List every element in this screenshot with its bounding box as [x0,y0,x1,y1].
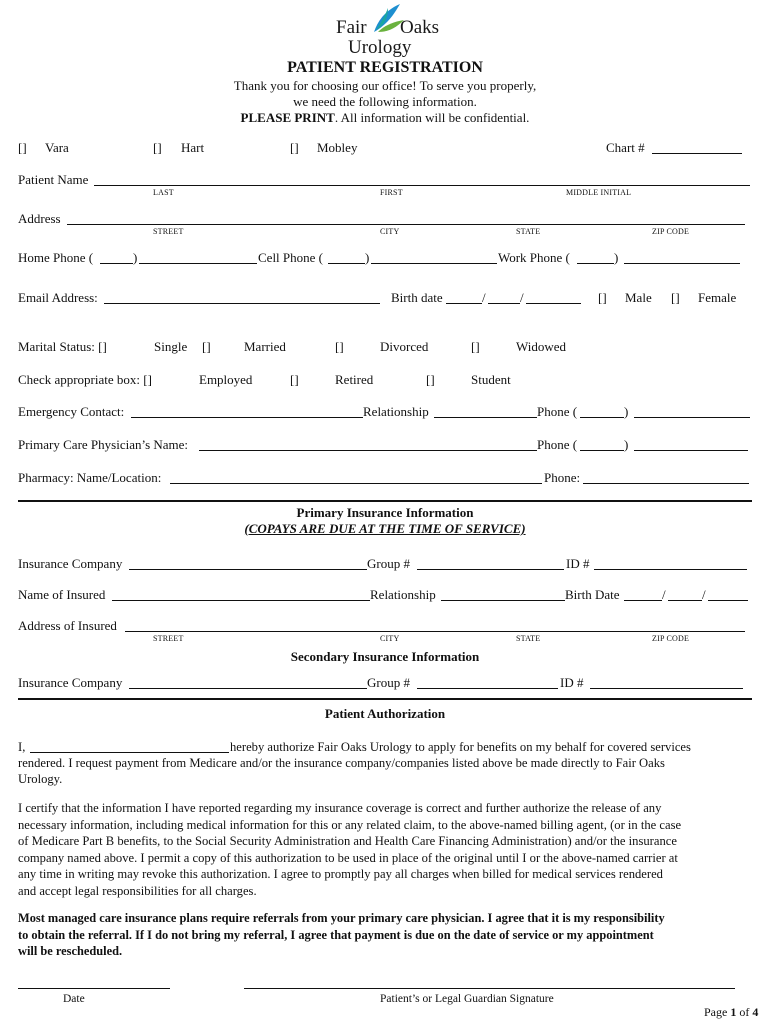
primary-id-field[interactable] [594,569,747,570]
provider-label-mobley: Mobley [317,140,358,155]
insured-address-sub-state: STATE [516,634,541,643]
logo [336,8,446,58]
authorization-p2-line: of Medicare Part B benefits, to the Social Security Administration and Health Care Financing Administration) and/or the insurance [18,834,677,848]
marital-status-label[interactable]: Marital Status: [] [18,339,107,354]
primary-id-label: ID # [566,556,590,571]
patient-name-label: Patient Name [18,172,89,187]
cell-phone-field[interactable] [371,263,497,264]
insured-birth-slash-2: / [702,587,706,602]
home-phone-close: ) [133,250,138,265]
page-number-current: 1 [730,1005,737,1019]
pharmacy-field[interactable] [170,483,542,484]
logo-word-fair: Fair [336,17,367,38]
patient-name-sub-last: LAST [153,188,174,197]
referral-notice [18,910,758,960]
chart-number-label: Chart # [606,140,645,155]
female-checkbox[interactable]: [] [671,290,680,305]
pharmacy-phone-label: Phone: [544,470,581,485]
section-divider-authorization [18,698,752,700]
intro-line-1: Thank you for choosing our office! To serve you properly, [233,78,537,93]
intro-line-3 [0,110,770,126]
authorization-p2-line: I certify that the information I have reported regarding my insurance coverage is correct and further authorize the release of any [18,801,662,815]
provider-checkbox-hart[interactable]: [] [153,140,162,155]
retired-label: Retired [335,372,374,387]
date-signature-line[interactable] [18,988,170,989]
authorization-p2-line: company named above. I permit a copy of this authorization to be used in place of the original until I or the above-named carrier at [18,850,678,865]
patient-name-sub-middle: MIDDLE INITIAL [566,188,632,197]
marital-divorced-checkbox[interactable]: [] [335,339,344,354]
authorization-p1-line2: rendered. I request payment from Medicare and/or the insurance company/companies listed above be made directly to Fair Oaks [18,756,665,770]
address-sub-city: CITY [380,227,400,236]
pharmacy-phone-field[interactable] [583,483,749,484]
pcp-label: Primary Care Physician’s Name: [18,437,189,452]
pcp-phone-area-field[interactable] [580,450,624,451]
home-phone-label: Home Phone ( [18,250,94,265]
female-label: Female [698,290,737,305]
cell-phone-label: Cell Phone ( [258,250,323,265]
pcp-phone-field[interactable] [634,450,748,451]
marital-single-label: Single [154,339,188,354]
work-phone-close: ) [614,250,619,265]
page-number-prefix: Page [704,1005,731,1019]
patient-name-sub-first: FIRST [380,188,403,197]
intro-line-2: we need the following information. [293,94,477,109]
insured-birth-day-field[interactable] [668,600,702,601]
birth-slash-2: / [520,290,524,305]
address-sub-state: STATE [516,227,541,236]
patient-signature-label: Patient’s or Legal Guardian Signature [380,993,554,1005]
patient-name-field[interactable] [94,185,750,186]
work-phone-area-field[interactable] [577,263,614,264]
intro-line-3-rest: . All information will be confidential. [334,110,530,125]
provider-checkbox-vara[interactable]: [] [18,140,27,155]
pcp-phone-label: Phone ( [537,437,578,452]
emergency-phone-close: ) [624,404,629,419]
secondary-insurance-title: Secondary Insurance Information [290,649,480,664]
marital-married-label: Married [244,339,286,354]
referral-notice-line: Most managed care insurance plans require referrals from your primary care physician. I agree that it is my responsibility [18,911,665,925]
authorization-paragraph-2 [18,800,758,899]
secondary-insurance-company-label: Insurance Company [18,675,123,690]
insured-birth-date-label: Birth Date [565,587,620,602]
authorization-p2-line: and accept legal responsibilities for all charges. [18,883,257,898]
marital-widowed-label: Widowed [516,339,567,354]
birth-day-field[interactable] [488,303,520,304]
address-field[interactable] [67,224,745,225]
email-field[interactable] [104,303,380,304]
emergency-phone-field[interactable] [634,417,750,418]
employment-label[interactable]: Check appropriate box: [] [18,372,152,387]
address-label: Address [18,211,61,226]
student-label: Student [471,372,511,387]
authorization-p1-rest: hereby authorize Fair Oaks Urology to apply for benefits on my behalf for covered services [230,740,691,754]
patient-signature-line[interactable] [244,988,735,989]
birth-date-label: Birth date [391,290,443,305]
provider-checkbox-mobley[interactable]: [] [290,140,299,155]
emergency-relationship-label: Relationship [363,404,429,419]
referral-notice-line: to obtain the referral. If I do not bring my referral, I agree that payment is due on the date of service or my appointment [18,927,654,942]
emergency-contact-label: Emergency Contact: [18,404,125,419]
page-number [704,1004,758,1020]
authorization-p2-line: any time in writing may revoke this authorization. I agree to promptly pay all charges when billed for medical services rendered [18,867,663,881]
primary-insurance-company-field[interactable] [129,569,367,570]
insured-address-label: Address of Insured [18,618,117,633]
male-checkbox[interactable]: [] [598,290,607,305]
address-sub-zip: ZIP CODE [652,227,690,236]
date-signature-label: Date [63,993,85,1005]
email-label: Email Address: [18,290,98,305]
insured-birth-slash-1: / [662,587,666,602]
primary-group-field[interactable] [417,569,564,570]
insured-name-label: Name of Insured [18,587,106,602]
provider-label-hart: Hart [181,140,205,155]
emergency-contact-field[interactable] [131,417,363,418]
employed-label: Employed [199,372,253,387]
address-sub-street: STREET [153,227,184,236]
primary-insurance-title: Primary Insurance Information [296,505,474,520]
insured-birth-month-field[interactable] [624,600,662,601]
home-phone-field[interactable] [139,263,257,264]
section-divider-primary [18,500,752,502]
primary-insurance-company-label: Insurance Company [18,556,123,571]
emergency-phone-label: Phone ( [537,404,578,419]
birth-month-field[interactable] [446,303,482,304]
page-title: PATIENT REGISTRATION [287,59,483,76]
cell-phone-close: ) [365,250,370,265]
pcp-phone-close: ) [624,437,629,452]
insured-relationship-label: Relationship [370,587,436,602]
primary-insurance-subtitle: (COPAYS ARE DUE AT THE TIME OF SERVICE) [244,521,526,536]
secondary-group-label: Group # [367,675,410,690]
secondary-id-label: ID # [560,675,584,690]
secondary-id-field[interactable] [590,688,743,689]
primary-group-label: Group # [367,556,410,571]
logo-word-oaks: Oaks [400,17,440,38]
authorization-i-prefix: I, [18,740,26,754]
pcp-name-field[interactable] [199,450,537,451]
marital-married-checkbox[interactable]: [] [202,339,211,354]
insured-address-field[interactable] [125,631,745,632]
insured-address-sub-city: CITY [380,634,400,643]
male-label: Male [625,290,652,305]
page-number-of: of [736,1005,753,1019]
secondary-group-field[interactable] [417,688,558,689]
insured-birth-year-field[interactable] [708,600,748,601]
work-phone-field[interactable] [624,263,740,264]
secondary-insurance-company-field[interactable] [129,688,367,689]
emergency-relationship-field[interactable] [434,417,537,418]
marital-widowed-checkbox[interactable]: [] [471,339,480,354]
page-number-total: 4 [752,1005,759,1019]
authorization-title: Patient Authorization [324,706,446,721]
retired-checkbox[interactable]: [] [290,372,299,387]
insured-address-sub-zip: ZIP CODE [652,634,690,643]
insured-address-sub-street: STREET [153,634,184,643]
birth-year-field[interactable] [526,303,581,304]
insured-name-field[interactable] [112,600,370,601]
please-print: PLEASE PRINT [240,110,335,125]
emergency-phone-area-field[interactable] [580,417,624,418]
referral-notice-line: will be rescheduled. [18,944,123,958]
authorization-name-field[interactable] [30,752,229,753]
home-phone-area-field[interactable] [100,263,133,264]
pharmacy-label: Pharmacy: Name/Location: [18,470,162,485]
authorization-p2-line: necessary information, including medical information for this or any related claim, to the above-named billing agent, (or in the case [18,817,682,832]
authorization-p1-line3: Urology. [18,772,63,786]
insured-relationship-field[interactable] [441,600,565,601]
cell-phone-area-field[interactable] [328,263,365,264]
chart-number-field[interactable] [652,153,742,154]
birth-slash-1: / [482,290,486,305]
provider-label-vara: Vara [45,140,69,155]
work-phone-label: Work Phone ( [498,250,570,265]
marital-divorced-label: Divorced [380,339,429,354]
student-checkbox[interactable]: [] [426,372,435,387]
logo-word-urology: Urology [348,37,412,58]
